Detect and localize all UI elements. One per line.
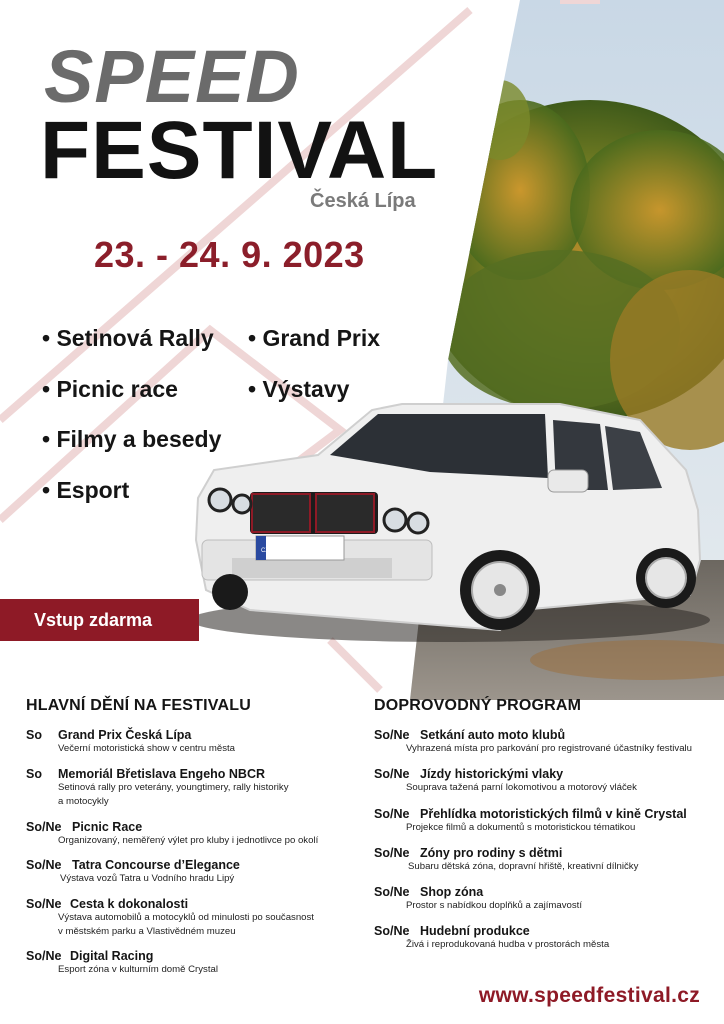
title-festival: FESTIVAL <box>40 105 439 196</box>
highlight-item: • Setinová Rally <box>42 325 214 352</box>
program-desc: Setinová rally pro veterány, youngtimery, rally historiky <box>58 782 289 793</box>
main-program-heading: HLAVNÍ DĚNÍ NA FESTIVALU <box>26 697 251 714</box>
program-day: So/Ne <box>374 924 410 938</box>
program-day: So/Ne <box>374 846 410 860</box>
side-program-item <box>374 924 714 952</box>
program-desc: Živá i reprodukovaná hudba v prostorách města <box>406 939 610 950</box>
program-title: Jízdy historickými vlaky <box>420 767 564 781</box>
side-program-item <box>374 807 714 835</box>
program-day: So/Ne <box>26 949 62 963</box>
program-title: Shop zóna <box>420 885 484 899</box>
highlight-item: • Grand Prix <box>248 325 380 352</box>
side-program-heading: DOPROVODNÝ PROGRAM <box>374 697 582 714</box>
side-program-item <box>374 728 714 756</box>
program-day: So/Ne <box>26 858 62 872</box>
program-day: So/Ne <box>374 767 410 781</box>
free-entry-badge: Vstup zdarma <box>0 599 199 641</box>
main-program-item <box>26 949 356 977</box>
program-title: Tatra Concourse d’Elegance <box>72 858 240 872</box>
program-day: So/Ne <box>374 885 410 899</box>
main-program-item <box>26 767 356 809</box>
program-title: Picnic Race <box>72 820 143 834</box>
program-desc: Esport zóna v kulturním domě Crystal <box>58 964 218 975</box>
highlight-item: • Picnic race <box>42 376 178 403</box>
program-day: So/Ne <box>374 807 410 821</box>
program-title: Memoriál Břetislava Engeho NBCR <box>58 767 265 781</box>
program-day: So <box>26 767 42 781</box>
main-program-item <box>26 858 356 886</box>
highlight-item: • Výstavy <box>248 376 349 403</box>
program-desc: Organizovaný, neměřený výlet pro kluby i jednotlivce po okolí <box>58 835 319 846</box>
program-desc: a motocykly <box>58 796 109 807</box>
side-program-item <box>374 767 714 795</box>
side-program-item <box>374 846 714 874</box>
program-title: Zóny pro rodiny s dětmi <box>420 846 563 860</box>
program-title: Cesta k dokonalosti <box>70 897 189 911</box>
program-desc: Výstava automobilů a motocyklů od minulosti po současnost <box>58 912 314 923</box>
car-illustration <box>196 404 700 630</box>
program-day: So/Ne <box>26 820 62 834</box>
main-program-item <box>26 728 356 756</box>
program-title: Hudební produkce <box>420 924 530 938</box>
highlight-item: • Filmy a besedy <box>42 426 221 453</box>
program-desc: Projekce filmů a dokumentů s motoristickou tématikou <box>406 822 636 833</box>
license-plate-country: CZ <box>261 548 269 554</box>
program-title: Přehlídka motoristických filmů v kině Crystal <box>420 807 687 821</box>
program-desc: v městském parku a Vlastivědném muzeu <box>58 926 236 937</box>
program-title: Grand Prix Česká Lípa <box>58 728 192 742</box>
festival-date: 23. - 24. 9. 2023 <box>94 234 365 275</box>
program-desc: Souprava tažená parní lokomotivou a motorový vláček <box>406 782 637 793</box>
program-desc: Subaru dětská zóna, dopravní hřiště, kreativní dílničky <box>408 861 639 872</box>
title-speed: SPEED <box>44 35 300 118</box>
program-title: Digital Racing <box>70 949 154 963</box>
program-day: So/Ne <box>26 897 62 911</box>
side-program-item <box>374 885 714 913</box>
program-desc: Výstava vozů Tatra u Vodního hradu Lipý <box>60 873 235 884</box>
program-desc: Prostor s nabídkou doplňků a zajímavostí <box>406 900 582 911</box>
program-title: Setkání auto moto klubů <box>420 728 566 742</box>
main-program-item <box>26 820 356 848</box>
program-day: So <box>26 728 42 742</box>
program-desc: Večerní motoristická show v centru města <box>58 743 236 754</box>
main-program-item <box>26 897 356 939</box>
website-link[interactable]: www.speedfestival.cz <box>478 984 700 1007</box>
program-day: So/Ne <box>374 728 410 742</box>
city-name: Česká Lípa <box>310 190 416 212</box>
program-desc: Vyhrazená místa pro parkování pro registrované účastníky festivalu <box>406 743 692 754</box>
highlight-item: • Esport <box>42 477 129 504</box>
